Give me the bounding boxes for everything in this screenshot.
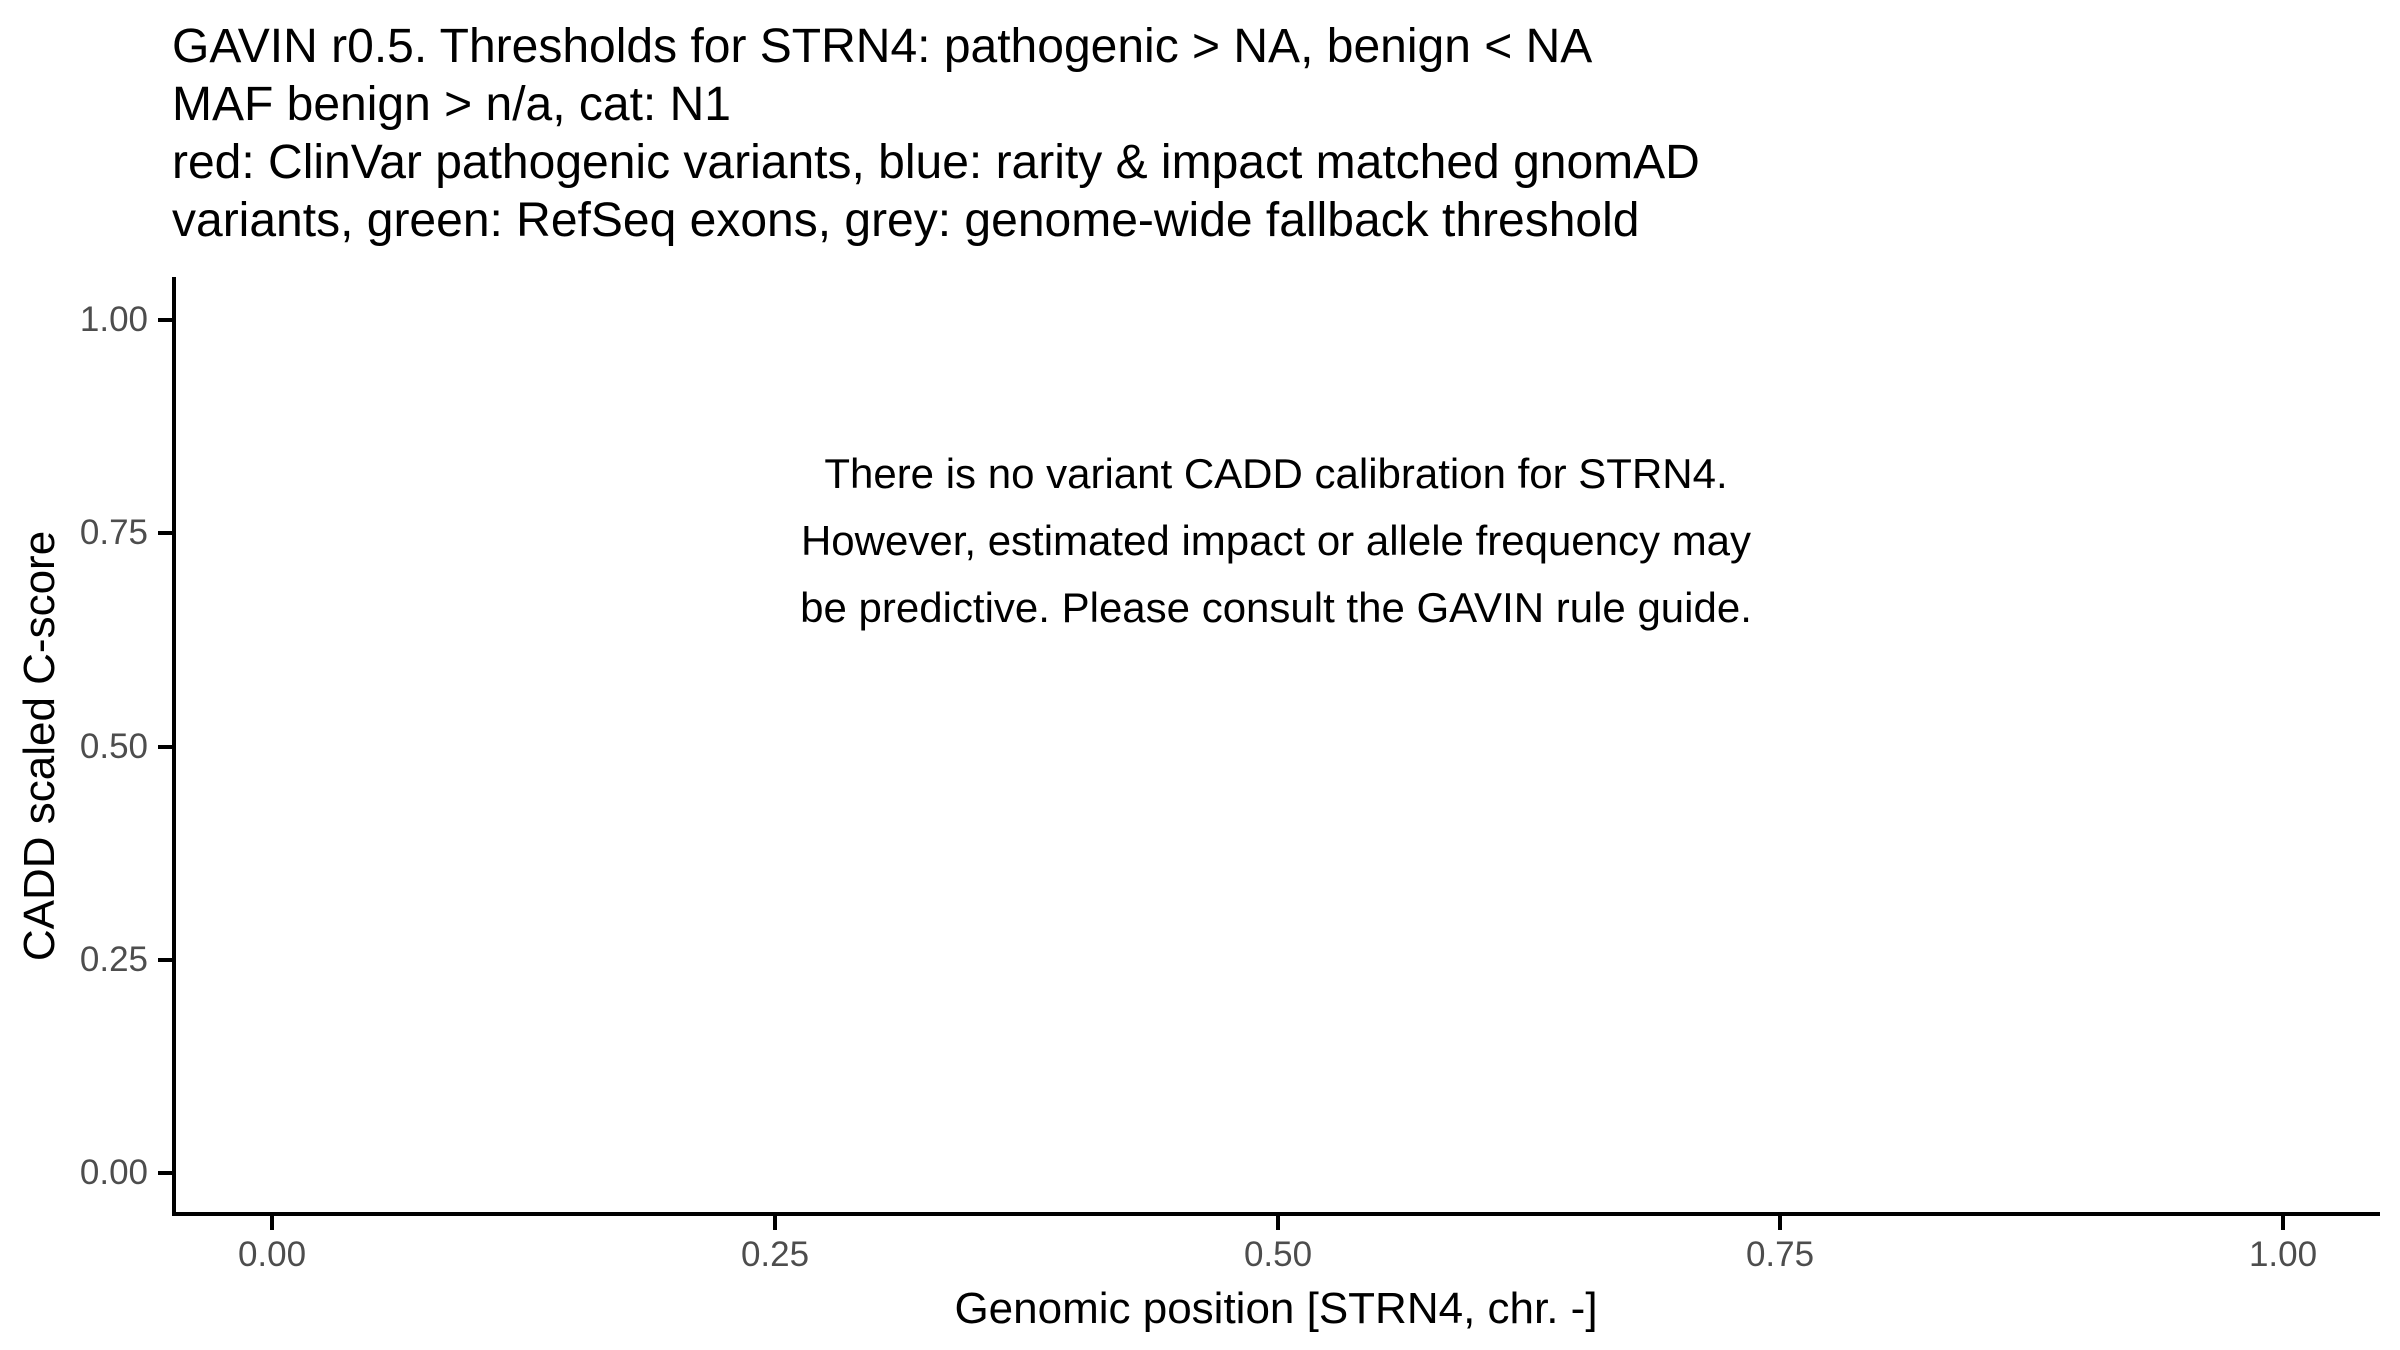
y-axis-title: CADD scaled C-score	[15, 530, 64, 962]
y-tick-label: 0.25	[79, 940, 148, 979]
x-tick-mark-1.00	[2281, 1216, 2285, 1230]
plot-title	[172, 18, 1700, 250]
y-tick-mark-0.25	[158, 958, 172, 962]
y-tick-mark-0.75	[158, 531, 172, 535]
no-calibration-annotation	[172, 440, 2380, 641]
y-tick-mark-1.00	[158, 318, 172, 322]
y-tick-label: 0.00	[79, 1153, 148, 1192]
plot-title-line-3: red: ClinVar pathogenic variants, blue: rarity & impact matched gnomAD	[172, 136, 1700, 189]
y-tick-label: 0.50	[79, 727, 148, 766]
x-tick-label: 0.50	[1243, 1235, 1313, 1274]
x-tick-mark-0.00	[270, 1216, 274, 1230]
x-axis-title: Genomic position [STRN4, chr. -]	[954, 1284, 1598, 1333]
x-tick-label: 0.25	[740, 1235, 810, 1274]
y-tick-mark-0.50	[158, 745, 172, 749]
annotation-line-2: However, estimated impact or allele frequency may	[800, 517, 1752, 564]
plot-panel	[172, 277, 2380, 1216]
x-tick-mark-0.50	[1276, 1216, 1280, 1230]
annotation-line-3: be predictive. Please consult the GAVIN rule guide.	[800, 584, 1752, 631]
plot-title-line-2: MAF benign > n/a, cat: N1	[172, 78, 731, 131]
plot-title-line-4: variants, green: RefSeq exons, grey: genome-wide fallback threshold	[172, 194, 1640, 247]
y-tick-mark-0.00	[158, 1171, 172, 1175]
x-tick-label: 0.75	[1745, 1235, 1815, 1274]
x-tick-label: 0.00	[237, 1235, 307, 1274]
y-tick-label: 0.75	[79, 513, 148, 552]
y-tick-label: 1.00	[79, 300, 148, 339]
annotation-line-1: There is no variant CADD calibration for STRN4.	[824, 450, 1728, 497]
x-tick-mark-0.75	[1778, 1216, 1782, 1230]
x-tick-mark-0.25	[773, 1216, 777, 1230]
plot-title-line-1: GAVIN r0.5. Thresholds for STRN4: pathogenic > NA, benign < NA	[172, 20, 1593, 73]
x-tick-label: 1.00	[2248, 1235, 2318, 1274]
